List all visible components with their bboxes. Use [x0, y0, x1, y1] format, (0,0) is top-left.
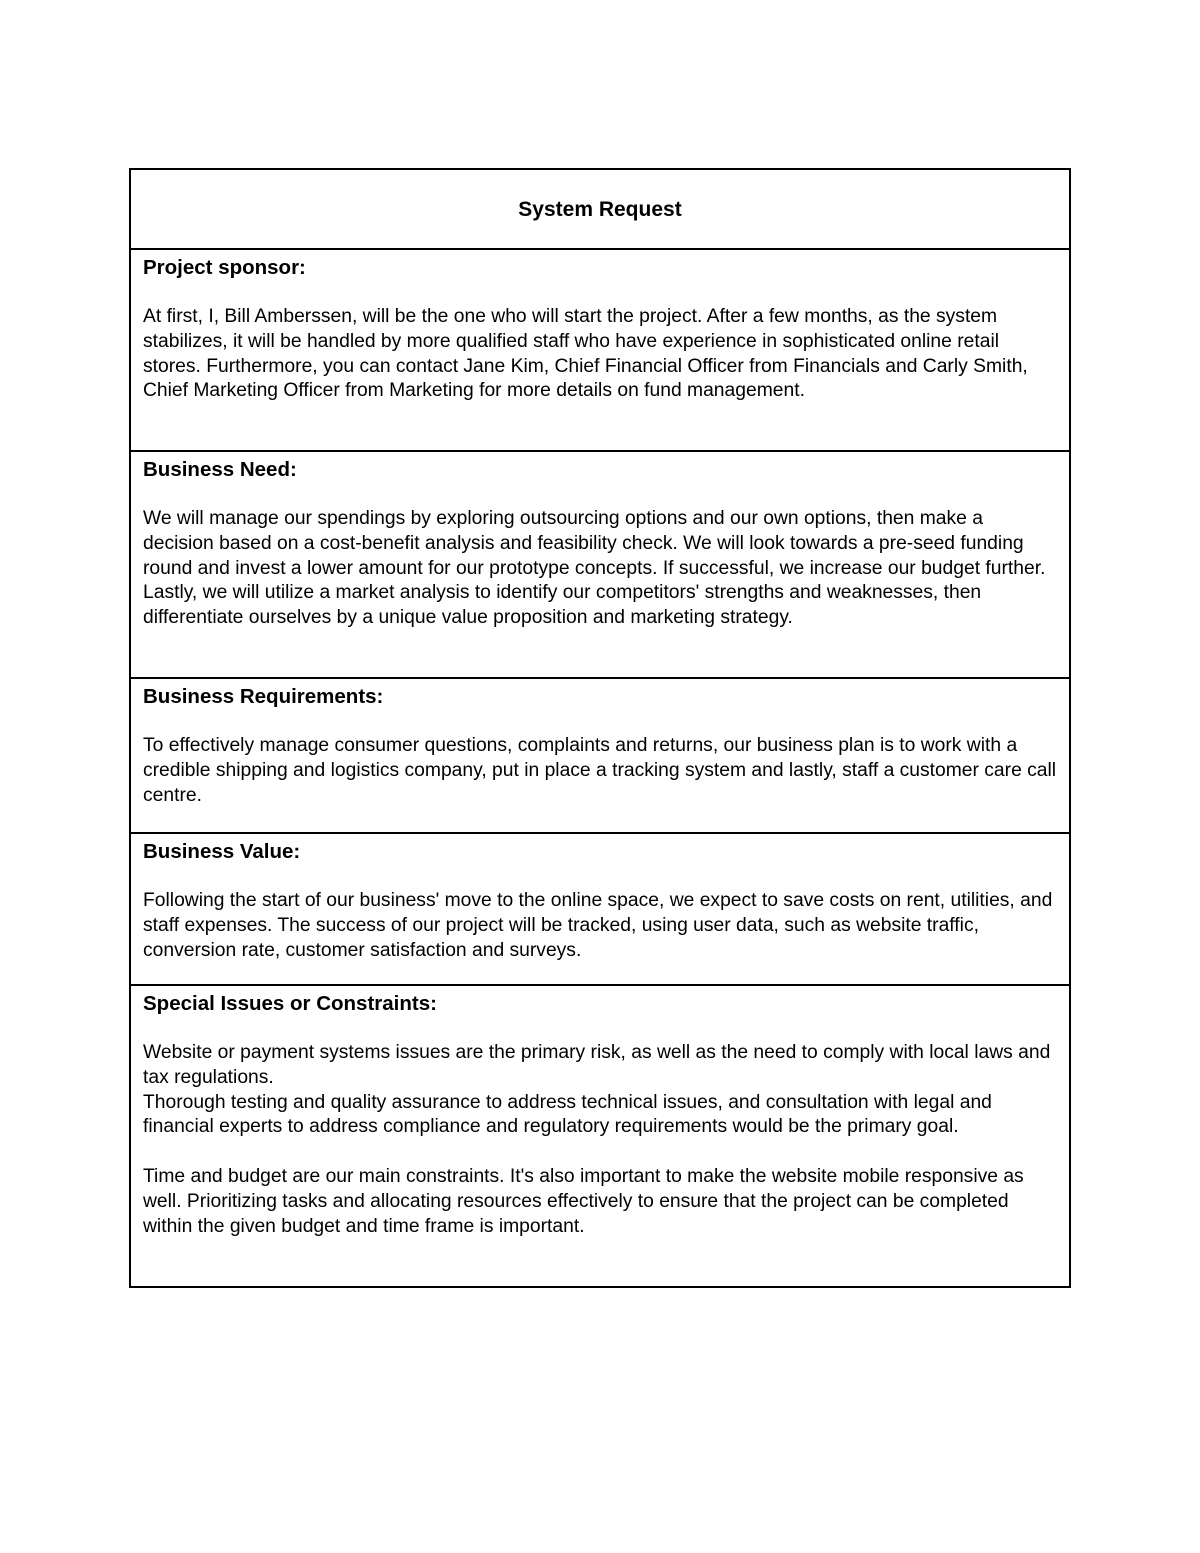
- system-request-table: [129, 168, 1071, 1288]
- section-heading: Project sponsor:: [143, 256, 306, 279]
- section-heading: Business Need:: [143, 458, 297, 481]
- section-special-issues: [131, 986, 1069, 1286]
- section-heading: Special Issues or Constraints:: [143, 992, 437, 1015]
- section-heading: Business Requirements:: [143, 685, 384, 708]
- section-business-need: [131, 452, 1069, 679]
- section-business-value: [131, 834, 1069, 986]
- document-title: System Request: [131, 170, 1069, 250]
- section-paragraph: Time and budget are our main constraints. It's also important to make the website mobile responsive as well. Prioritizing tasks and allocating resources effectively to ensure that the project can be completed within the given budget and time frame is important.: [143, 1165, 1024, 1237]
- section-paragraph: We will manage our spendings by exploring outsourcing options and our own options, then make a decision based on a cost-benefit analysis and feasibility check. We will look towards a pre-seed funding round and invest a lower amount for our prototype concepts. If successful, we increase our budget further. Lastly, we will utilize a market analysis to identify our competitors' strengths and weaknesses, then differentiate ourselves by a unique value proposition and marketing strategy.: [143, 508, 1046, 629]
- section-paragraph: Website or payment systems issues are the primary risk, as well as the need to comply with local laws and tax regulations.: [143, 1042, 1051, 1088]
- section-business-requirements: [131, 679, 1069, 834]
- section-paragraph: Following the start of our business' move to the online space, we expect to save costs on rent, utilities, and staff expenses. The success of our project will be tracked, using user data, such as website traffic, conversion rate, customer satisfaction and surveys.: [143, 890, 1053, 961]
- section-paragraph: At first, I, Bill Amberssen, will be the one who will start the project. After a few months, as the system stabilizes, it will be handled by more qualified staff who have experience in sophisticated online retail stores. Furthermore, you can contact Jane Kim, Chief Financial Officer from Financials and Carly Smith, Chief Marketing Officer from Marketing for more details on fund management.: [143, 306, 1028, 402]
- section-paragraph: To effectively manage consumer questions, complaints and returns, our business plan is to work with a credible shipping and logistics company, put in place a tracking system and lastly, staff a customer care call centre.: [143, 735, 1057, 806]
- section-project-sponsor: [131, 250, 1069, 452]
- section-heading: Business Value:: [143, 840, 301, 863]
- section-paragraph: Thorough testing and quality assurance to address technical issues, and consultation with legal and financial experts to address compliance and regulatory requirements would be the primary goal.: [143, 1091, 992, 1138]
